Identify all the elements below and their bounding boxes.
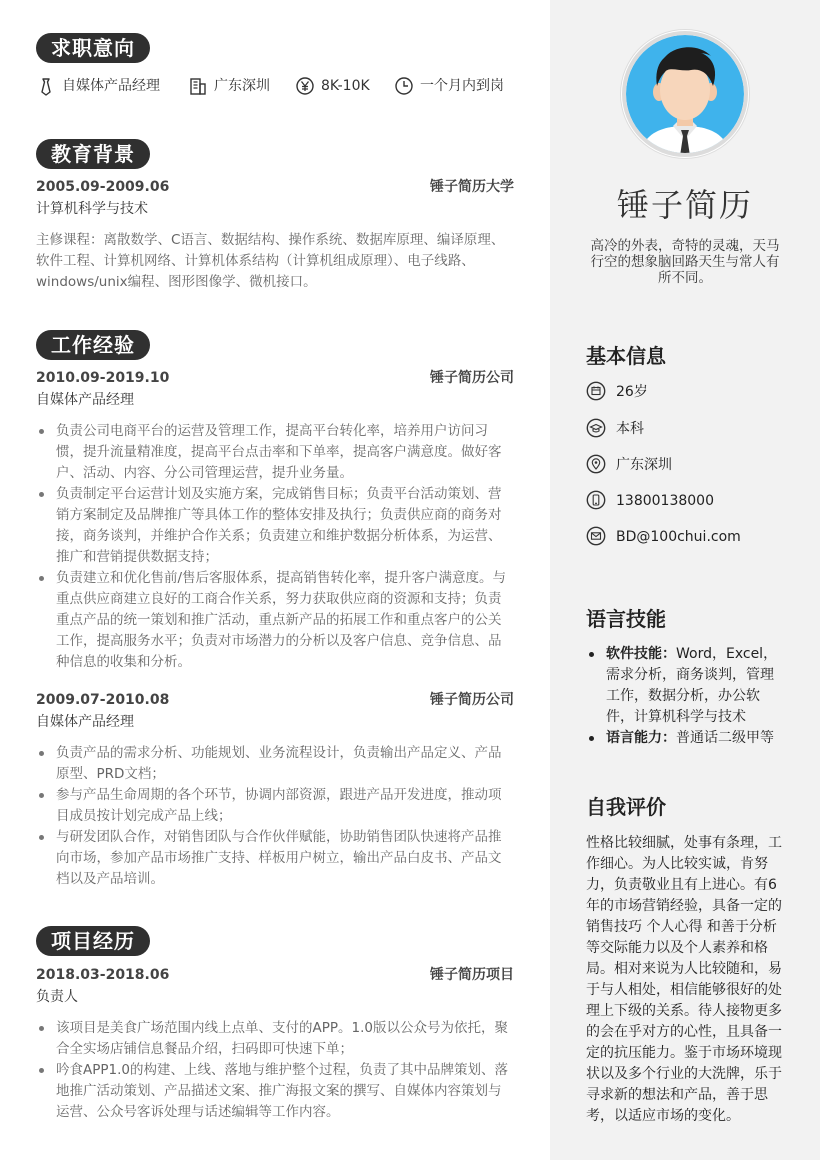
job-header [36,368,514,388]
list-item: 负责产品的需求分析、功能规划、业务流程设计，负责输出产品定义、产品原型、PRD文档； [36,743,514,785]
section-title-education: 教育背景 [36,139,150,169]
list-item [586,644,786,728]
job-duties-list [36,421,514,673]
skills-list [586,644,786,749]
education-major: 计算机科学与技术 [36,201,148,217]
project-name: 锤子简历项目 [430,967,514,983]
list-item: 负责公司电商平台的运营及管理工作，提高平台转化率，培养用户访问习惯，提升流量精准度，提高平台点击率和下单率，提高客户满意度。做好客户、活动、内容、分公司管理运营，提升业务量。 [36,421,514,484]
software-skill-value: Word，Excel，需求分析，商务谈判，管理工作，数据分析，办公软件，计算机科学与技术 [606,646,778,725]
job-intent-row: 自媒体产品经理 广东深圳 8K-10K 一个月内到岗 [36,74,536,98]
clock-icon [394,76,414,96]
sidebar: 锤子简历 高冷的外表，奇特的灵魂，天马行空的想象脑回路天生与常人有所不同。 基本信息 26岁 本科 广东深圳 13800138000 BD@100chui.com 语言技能 软件技能：Word，Excel，需求分析，商务谈判，管理工作，数据分析，办公软件，计算机科学与技术 语言能力：普通话二级甲等 自我评价 性格比较细腻，处事有条理，工作细心。为人比较实诚，肯努力，负责敬业且有上进心。有6年的市场营销经验，具备一定的销售技巧 个人心得 和善于分析等交际能力以及个人素养和格局。相对来说为人比较随和，易于与人相处，相信能够很好的处理上下级的关系。待人接物更多的会在乎对方的心性，且具备一定的抗压能力。鉴于市场环境现状以及多个行业的大洗牌，乐于寻求新的想法和产品，善于思考，以适应市场的变化。 [550,0,820,1160]
section-title-project: 项目经历 [36,926,150,956]
mail-icon [586,526,606,546]
list-item: 与研发团队合作，对销售团队与合作伙伴赋能，协助销售团队快速将产品推向市场，参加产品市场推广支持、样板用户树立，输出产品白皮书、产品文档以及产品培训。 [36,827,514,890]
calendar-icon [586,381,606,401]
job-company: 锤子简历公司 [430,692,514,708]
job-header [36,690,514,710]
education-school: 锤子简历大学 [430,179,514,195]
list-item: 负责建立和优化售前/售后客服体系，提高销售转化率，提升客户满意度。与重点供应商建立良好的工商合作关系，努力获取供应商的资源和支持；负责重点产品的统一策划和推广活动，重点新产品的拓展工作和重点客户的公关工作，提高服务水平；负责对市场潜力的分析以及客户信息、竞争信息、品种信息的收集和分析。 [36,568,514,673]
education-courses: 主修课程：离散数学、C语言、数据结构、操作系统、数据库原理、编译原理、软件工程、计算机网络、计算机体系结构（计算机组成原理）、电子线路、windows/unix编程、图形图像学、微机接口。 [36,232,505,290]
language-skill-label: 语言能力： [606,730,676,746]
section-title-skills: 语言技能 [586,607,666,631]
project-role: 负责人 [36,989,78,1005]
graduation-cap-icon [586,418,606,438]
self-evaluation-text: 性格比较细腻，处事有条理，工作细心。为人比较实诚，肯努力，负责敬业且有上进心。有6年的市场营销经验，具备一定的销售技巧 个人心得 和善于分析等交际能力以及个人素养和格局。相对来说为人比较随和，易于与人相处，相信能够很好的处理上下级的关系。待人接物更多的会在乎对方的心性，且具备一定的抗压能力。鉴于市场环境现状以及多个行业的大洗牌，乐于寻求新的想法和产品，善于思考，以适应市场的变化。 [586,835,782,1124]
job-company: 锤子简历公司 [430,370,514,386]
list-item: 吟食APP1.0的构建、上线、落地与维护整个过程，负责了其中品牌策划、落地推广活动策划、产品描述文案、推广海报文案的撰写、自媒体内容策划与运营、公众号客诉处理与话述编辑等工作内容。 [36,1060,514,1123]
tie-icon [36,76,56,96]
job-date: 2009.07-2010.08 [36,692,170,708]
software-skill-label: 软件技能： [606,646,676,662]
building-icon [188,76,208,96]
education-header [36,177,514,197]
job-role: 自媒体产品经理 [36,714,134,730]
project-duties-list [36,1018,514,1123]
list-item: 该项目是美食广场范围内线上点单、支付的APP。1.0版以公众号为依托，聚合全实场店铺信息餐品介绍，扫码即可快速下单； [36,1018,514,1060]
project-date: 2018.03-2018.06 [36,967,170,983]
phone-icon [586,490,606,510]
section-title-intent: 求职意向 [36,33,150,63]
list-item: 负责制定平台运营计划及实施方案，完成销售目标；负责平台活动策划、营销方案制定及品牌推广等具体工作的整体安排及执行；负责供应商的商务对接，商务谈判，并维护合作关系；负责建立和维护数据分析体系，为运营、推广和营销提供数据支持； [36,484,514,568]
list-item [586,728,786,749]
job-duties-list [36,743,514,890]
job-role: 自媒体产品经理 [36,392,134,408]
education-date: 2005.09-2009.06 [36,179,170,195]
profile-name: 锤子简历 [616,186,753,224]
job-date: 2010.09-2019.10 [36,370,170,386]
avatar-illustration [621,30,749,158]
project-header [36,965,514,985]
profile-motto: 高冷的外表，奇特的灵魂，天马行空的想象脑回路天生与常人有所不同。 [590,238,780,286]
yen-icon [295,76,315,96]
avatar [621,30,749,158]
language-skill-value: 普通话二级甲等 [676,730,774,746]
list-item: 参与产品生命周期的各个环节，协调内部资源，跟进产品开发进度，推动项目成员按计划完成产品上线； [36,785,514,827]
section-title-evaluation: 自我评价 [586,795,666,819]
section-title-work: 工作经验 [36,330,150,360]
location-pin-icon [586,454,606,474]
section-title-basic: 基本信息 [586,344,666,368]
